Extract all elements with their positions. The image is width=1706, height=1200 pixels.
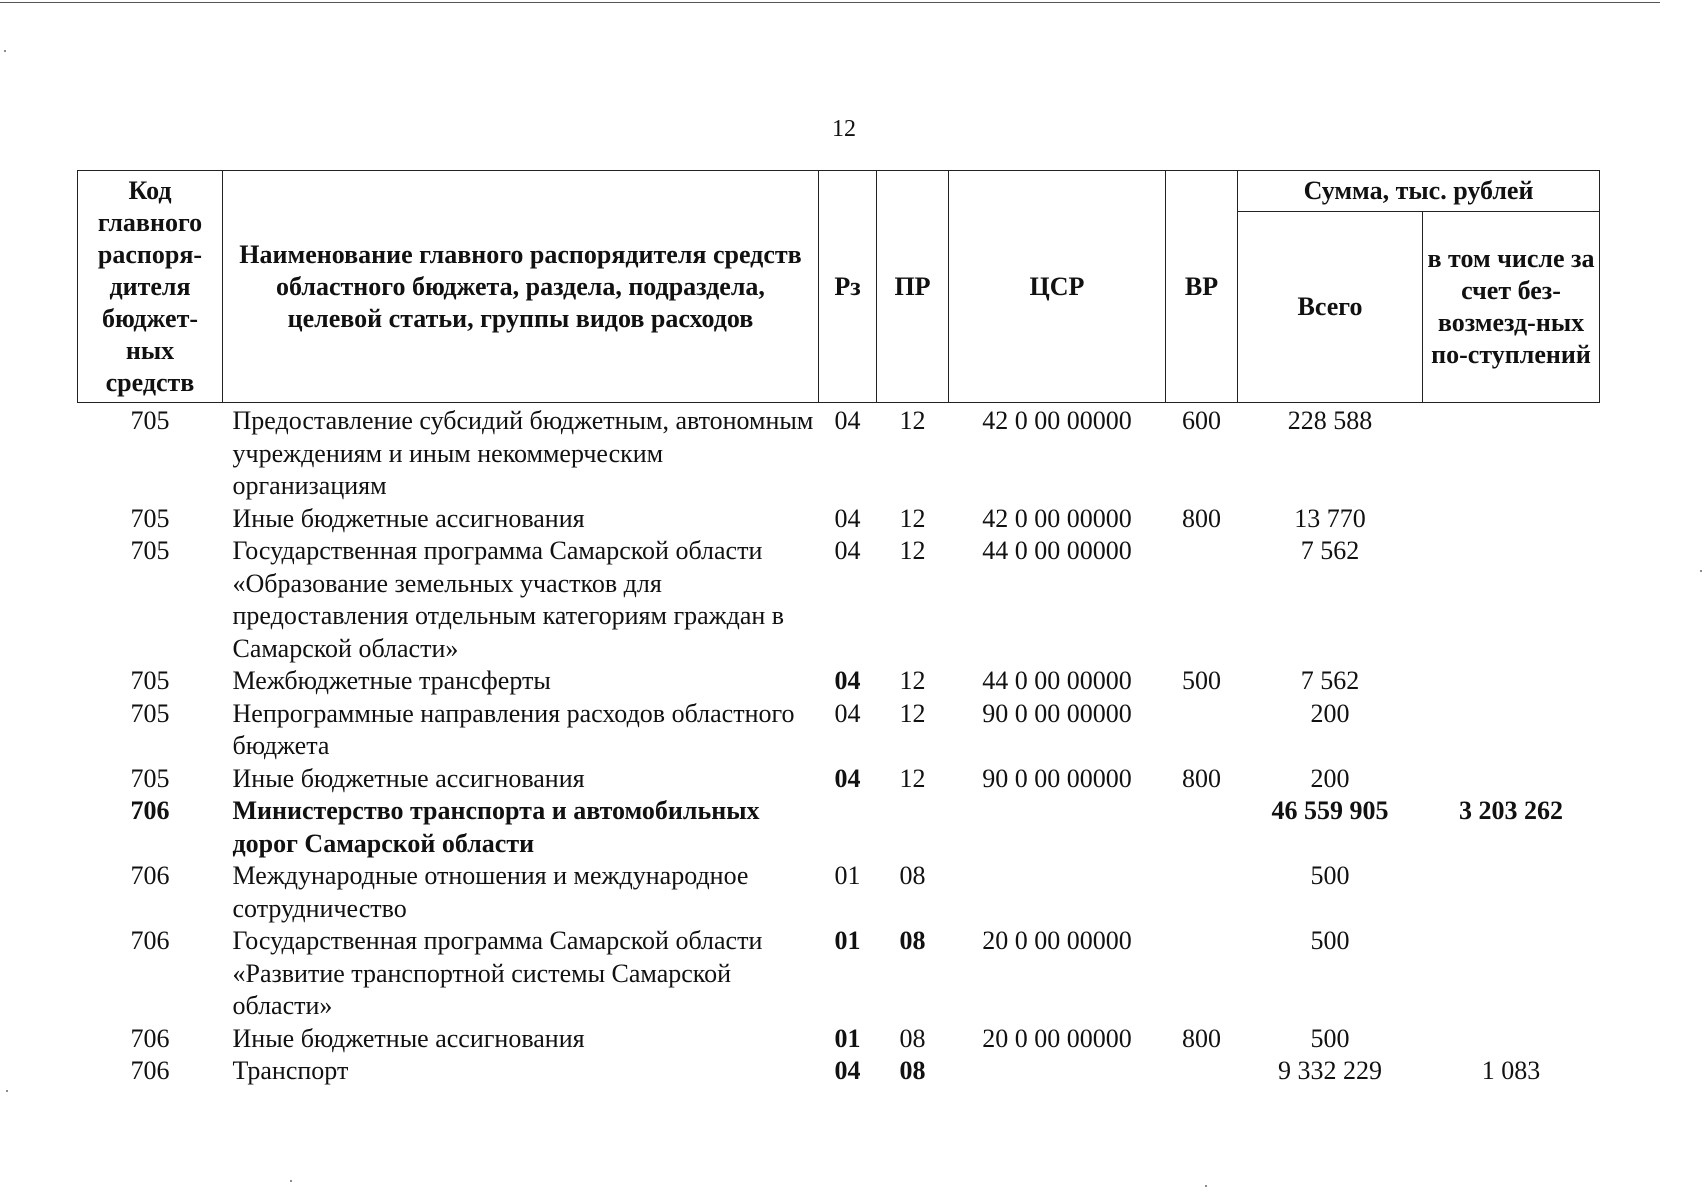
page-number: 12 <box>832 116 856 142</box>
cell-total: 200 <box>1310 763 1350 793</box>
cell-rz: 01 <box>834 1023 861 1053</box>
table-row <box>78 795 1600 860</box>
cell-code: 706 <box>130 1023 170 1053</box>
cell-vr <box>1166 860 1238 925</box>
header-free: в том числе за счет без-возмезд-ных по-ступлений <box>1423 212 1600 403</box>
cell-free <box>1423 1023 1600 1056</box>
cell-name: Непрограммные направления расходов областного бюджета <box>232 698 795 760</box>
cell-total: 46 559 905 <box>1271 796 1389 825</box>
cell-total: 228 588 <box>1287 406 1373 435</box>
cell-vr <box>1166 535 1238 665</box>
cell-free <box>1423 535 1600 665</box>
cell-free <box>1423 763 1600 796</box>
header-name: Наименование главного распорядителя средств областного бюджета, раздела, подраздела, целевой статьи, группы видов расходов <box>223 171 819 403</box>
cell-code: 705 <box>130 666 170 695</box>
cell-csr: 90 0 00 00000 <box>982 763 1132 793</box>
cell-vr: 500 <box>1182 666 1221 695</box>
header-rz: Рз <box>819 171 877 403</box>
scan-speck <box>1700 570 1702 572</box>
cell-vr: 600 <box>1182 406 1221 435</box>
cell-code: 706 <box>130 861 170 890</box>
table-row <box>78 925 1600 1023</box>
cell-rz: 01 <box>834 926 861 955</box>
cell-total: 200 <box>1310 698 1350 728</box>
cell-name: Межбюджетные трансферты <box>232 666 551 695</box>
cell-pr: 08 <box>899 861 926 890</box>
cell-csr: 42 0 00 00000 <box>982 503 1132 533</box>
cell-free <box>1423 665 1600 698</box>
cell-code: 706 <box>130 796 170 825</box>
cell-pr: 08 <box>899 926 926 955</box>
cell-csr: 20 0 00 00000 <box>982 926 1132 955</box>
cell-rz: 04 <box>834 1056 861 1085</box>
cell-total: 500 <box>1310 926 1350 955</box>
header-code: Код главного распоря-дителя бюджет-ных средств <box>78 171 223 403</box>
cell-name: Предоставление субсидий бюджетным, автономным учреждениям и иным некоммерческим организациям <box>232 406 814 500</box>
cell-csr <box>949 860 1166 925</box>
top-border-line <box>0 2 1660 3</box>
cell-rz: 04 <box>834 536 861 565</box>
cell-rz: 04 <box>834 763 861 793</box>
cell-code: 705 <box>130 503 170 533</box>
table-row <box>78 763 1600 796</box>
cell-total: 500 <box>1310 861 1350 890</box>
cell-pr: 12 <box>899 763 926 793</box>
cell-csr: 44 0 00 00000 <box>982 536 1132 565</box>
cell-free <box>1423 860 1600 925</box>
cell-name: Международные отношения и международное сотрудничество <box>232 861 749 923</box>
cell-vr <box>1166 795 1238 860</box>
cell-rz: 04 <box>834 698 861 728</box>
cell-csr: 44 0 00 00000 <box>982 666 1132 695</box>
cell-csr: 42 0 00 00000 <box>982 406 1132 435</box>
cell-csr: 90 0 00 00000 <box>982 698 1132 728</box>
cell-pr: 12 <box>899 536 926 565</box>
table-row <box>78 503 1600 536</box>
cell-rz: 01 <box>834 861 861 890</box>
header-csr: ЦСР <box>949 171 1166 403</box>
budget-table <box>77 170 1600 1088</box>
table-header <box>78 171 1600 403</box>
scan-speck <box>1205 1185 1207 1187</box>
header-pr: ПР <box>877 171 949 403</box>
table-row <box>78 1055 1600 1088</box>
cell-name: Государственная программа Самарской области «Образование земельных участков для предоставления отдельным категориям граждан в Самарской области» <box>232 536 785 663</box>
cell-free <box>1423 403 1600 503</box>
cell-pr <box>877 795 949 860</box>
cell-rz: 04 <box>834 503 861 533</box>
header-total: Всего <box>1238 212 1423 403</box>
table-row <box>78 665 1600 698</box>
cell-total: 13 770 <box>1294 503 1366 533</box>
cell-name: Иные бюджетные ассигнования <box>232 1023 585 1053</box>
cell-code: 706 <box>130 926 170 955</box>
table-row <box>78 698 1600 763</box>
table-row <box>78 535 1600 665</box>
cell-free <box>1423 503 1600 536</box>
cell-code: 705 <box>130 698 170 728</box>
cell-name: Министерство транспорта и автомобильных дорог Самарской области <box>232 796 760 858</box>
cell-csr <box>949 1055 1166 1088</box>
cell-total: 7 562 <box>1300 666 1360 695</box>
scan-speck <box>4 50 6 52</box>
cell-code: 705 <box>130 406 170 435</box>
cell-pr: 12 <box>899 503 926 533</box>
scan-speck <box>290 1180 292 1182</box>
cell-code: 705 <box>130 536 170 565</box>
cell-vr <box>1166 698 1238 763</box>
cell-pr: 08 <box>899 1023 926 1053</box>
cell-total: 9 332 229 <box>1278 1056 1382 1085</box>
cell-vr: 800 <box>1182 1023 1221 1053</box>
cell-name: Иные бюджетные ассигнования <box>232 503 585 533</box>
table-row <box>78 1023 1600 1056</box>
header-vr: ВР <box>1166 171 1238 403</box>
cell-pr: 12 <box>899 666 926 695</box>
cell-total: 7 562 <box>1300 536 1360 565</box>
cell-pr: 08 <box>899 1056 926 1085</box>
cell-csr <box>949 795 1166 860</box>
cell-rz: 04 <box>834 666 861 695</box>
cell-free: 1 083 <box>1481 1056 1541 1085</box>
scan-speck <box>6 1090 8 1092</box>
cell-free <box>1423 925 1600 1023</box>
cell-vr <box>1166 1055 1238 1088</box>
cell-name: Государственная программа Самарской области «Развитие транспортной системы Самарской области» <box>232 926 763 1020</box>
cell-vr <box>1166 925 1238 1023</box>
cell-rz: 04 <box>834 406 861 435</box>
cell-name: Транспорт <box>232 1056 349 1085</box>
cell-code: 705 <box>130 763 170 793</box>
cell-csr: 20 0 00 00000 <box>982 1023 1132 1053</box>
cell-total: 500 <box>1310 1023 1350 1053</box>
cell-code: 706 <box>130 1056 170 1085</box>
cell-free: 3 203 262 <box>1459 796 1563 825</box>
cell-pr: 12 <box>899 406 926 435</box>
header-sum-group: Сумма, тыс. рублей <box>1238 171 1600 212</box>
cell-vr: 800 <box>1182 763 1221 793</box>
table-row <box>78 860 1600 925</box>
cell-pr: 12 <box>899 698 926 728</box>
cell-vr: 800 <box>1182 503 1221 533</box>
cell-free <box>1423 698 1600 763</box>
cell-rz <box>819 795 877 860</box>
table-row <box>78 403 1600 503</box>
table-body <box>78 403 1600 1088</box>
cell-name: Иные бюджетные ассигнования <box>232 763 585 793</box>
